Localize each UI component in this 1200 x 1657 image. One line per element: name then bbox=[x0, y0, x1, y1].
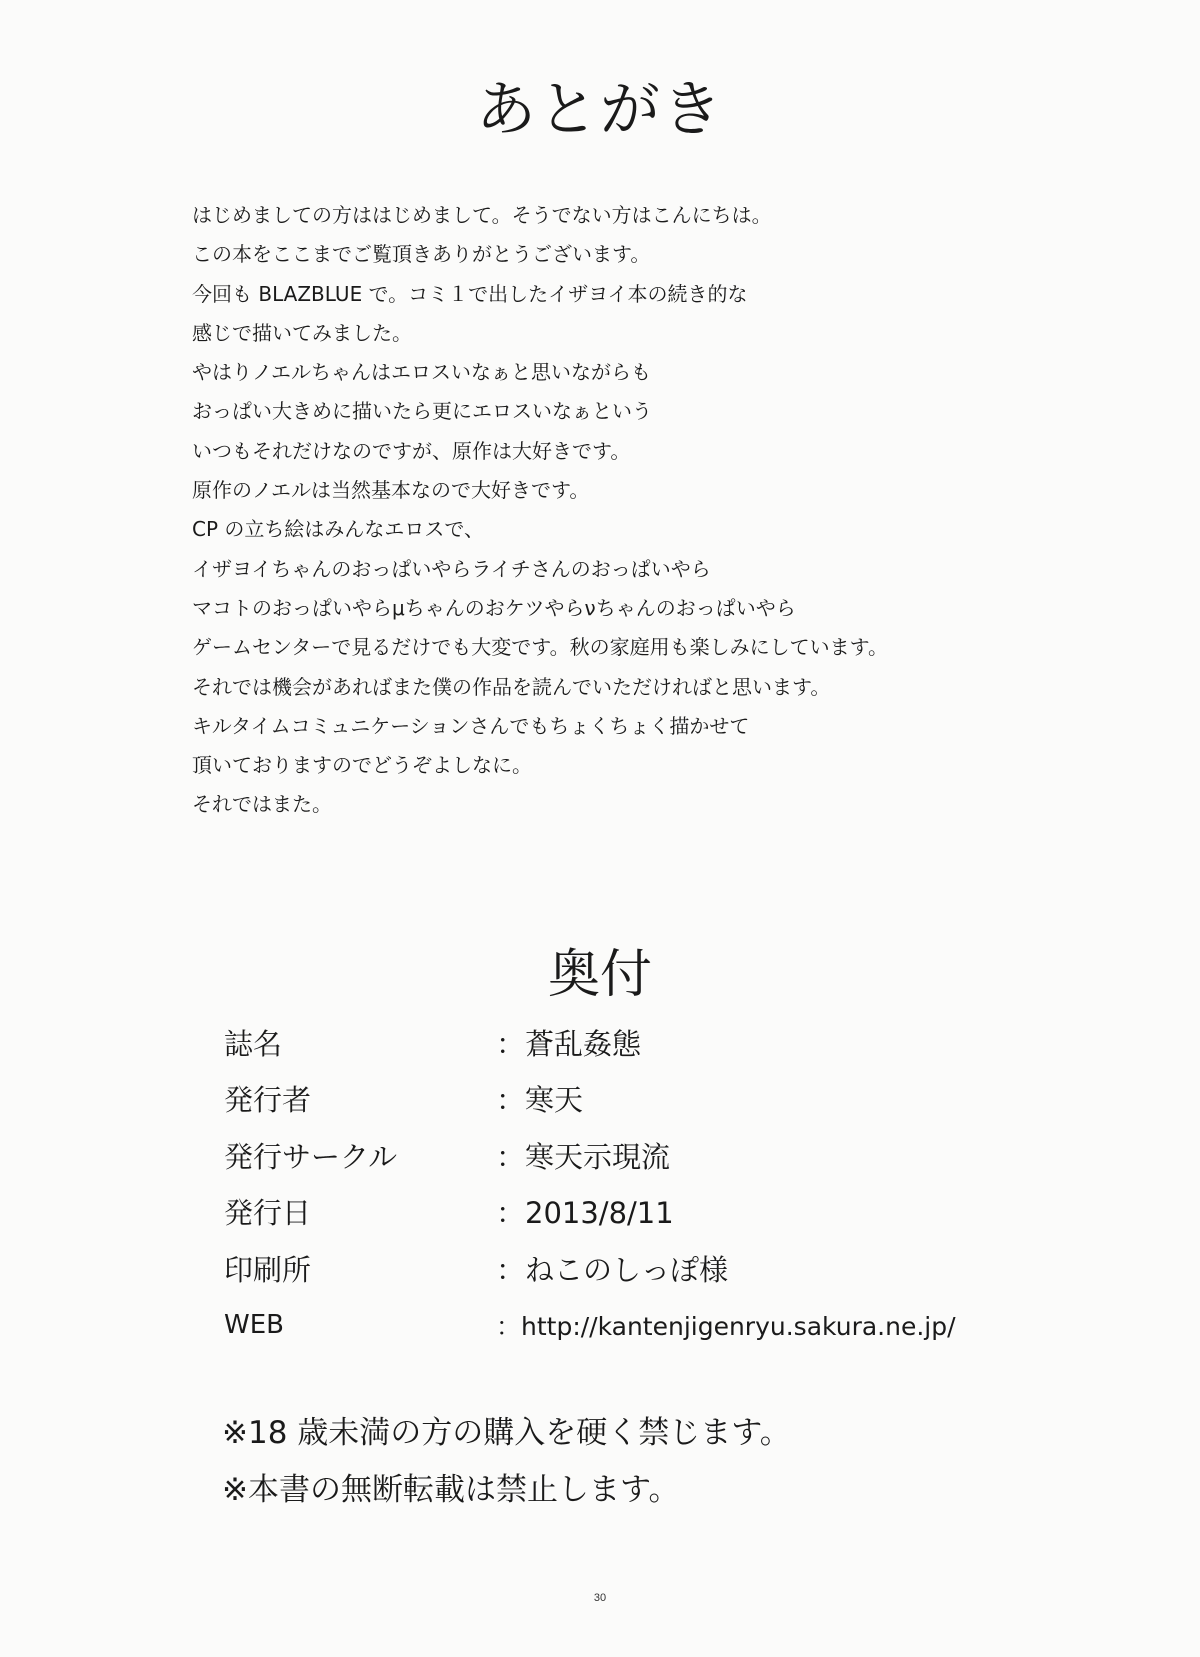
colophon-value: ：寒天示現流 bbox=[496, 1139, 671, 1174]
afterword-line: 今回も BLAZBLUE で。コミ１で出したイザヨイ本の続き的な bbox=[192, 281, 748, 306]
afterword-line: キルタイムコミュニケーションさんでもちょくちょく描かせて bbox=[192, 713, 750, 738]
afterword-line: それでは機会があればまた僕の作品を読んでいただければと思います。 bbox=[192, 674, 831, 699]
afterword-line: この本をここまでご覧頂きありがとうございます。 bbox=[192, 242, 651, 267]
afterword-line: マコトのおっぱいやらμちゃんのおケツやらνちゃんのおっぱいやら bbox=[192, 595, 796, 620]
copyright-notice: ※本書の無断転載は禁止します。 bbox=[222, 1472, 680, 1508]
colophon-row-web bbox=[224, 1297, 1044, 1354]
colophon-key: 発行者 bbox=[224, 1083, 312, 1118]
colophon-value: ：蒼乱姦態 bbox=[496, 1026, 642, 1061]
colophon-row-date bbox=[224, 1184, 1044, 1241]
colophon-row-printer bbox=[224, 1240, 1044, 1297]
colophon-key: 発行サークル bbox=[224, 1139, 398, 1174]
afterword-line: それではまた。 bbox=[192, 792, 332, 817]
afterword-line: イザヨイちゃんのおっぱいやらライチさんのおっぱいやら bbox=[192, 556, 711, 581]
colophon-value: ：ねこのしっぽ様 bbox=[496, 1252, 729, 1287]
colophon-web-url: ：http://kantenjigenryu.sakura.ne.jp/ bbox=[496, 1311, 956, 1341]
afterword-line: CP の立ち絵はみんなエロスで、 bbox=[192, 517, 484, 542]
afterword-line: 頂いておりますのでどうぞよしなに。 bbox=[192, 753, 532, 778]
afterword-line: ゲームセンターで見るだけでも大変です。秋の家庭用も楽しみにしています。 bbox=[192, 635, 888, 660]
colophon-value: ：2013/8/11 bbox=[496, 1196, 674, 1231]
afterword-title: あとがき bbox=[476, 75, 724, 145]
afterword-line: 感じで描いてみました。 bbox=[192, 320, 412, 345]
colophon-key: 印刷所 bbox=[224, 1252, 312, 1287]
afterword-line: はじめましての方ははじめまして。そうでない方はこんにちは。 bbox=[192, 203, 772, 227]
colophon-key: 誌名 bbox=[224, 1026, 283, 1061]
colophon-key: WEB bbox=[224, 1309, 284, 1340]
colophon-row-circle bbox=[224, 1127, 1044, 1184]
colophon-table bbox=[224, 1014, 1044, 1353]
colophon-title: 奥付 bbox=[547, 945, 652, 1005]
colophon-row-title bbox=[224, 1014, 1044, 1071]
afterword-line: やはりノエルちゃんはエロスいなぁと思いながらも bbox=[192, 360, 651, 385]
afterword-line: おっぱい大きめに描いたら更にエロスいなぁという bbox=[192, 399, 652, 424]
colophon-value: ：寒天 bbox=[496, 1083, 584, 1118]
afterword-line: いつもそれだけなのですが、原作は大好きです。 bbox=[192, 438, 631, 463]
notices bbox=[222, 1405, 791, 1519]
afterword-body bbox=[192, 196, 1072, 825]
age-restriction-notice: ※18 歳未満の方の購入を硬く禁じます。 bbox=[222, 1415, 791, 1451]
colophon-key: 発行日 bbox=[224, 1196, 312, 1231]
colophon-row-publisher bbox=[224, 1071, 1044, 1128]
page-number: 30 bbox=[593, 1592, 607, 1604]
afterword-line: 原作のノエルは当然基本なので大好きです。 bbox=[192, 478, 590, 503]
